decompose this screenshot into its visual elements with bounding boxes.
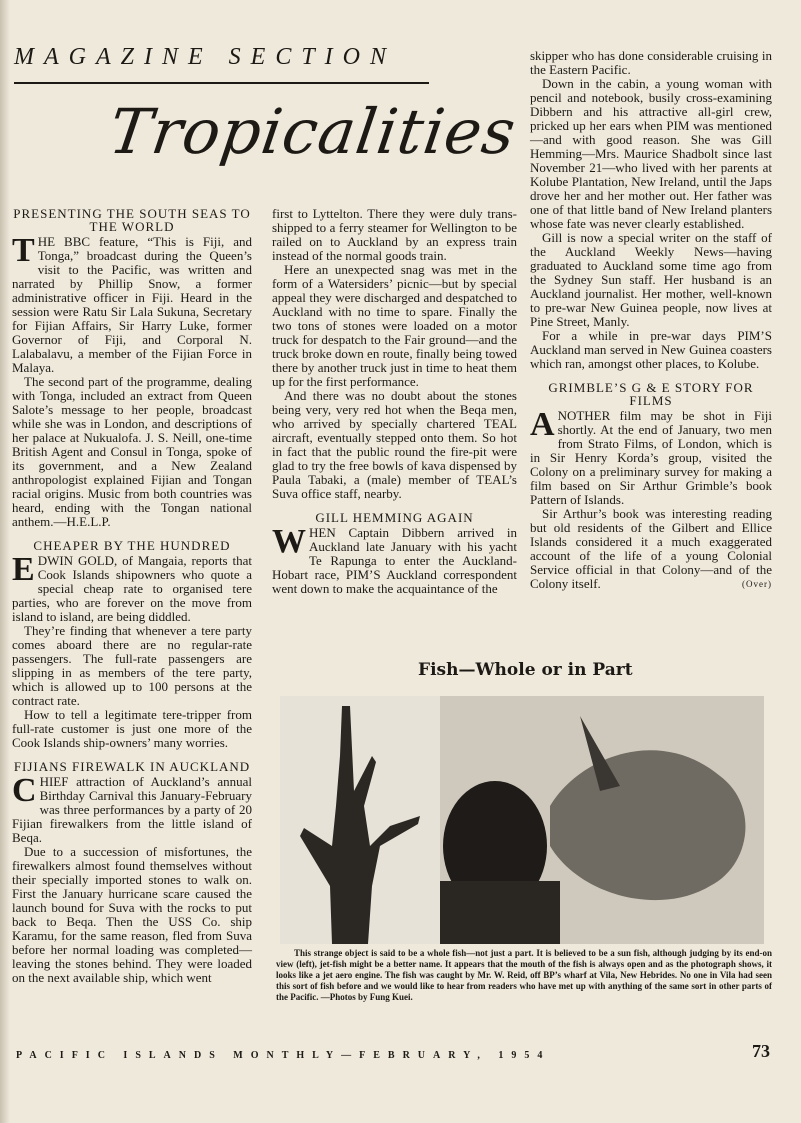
paragraph: How to tell a legitimate tere-tripper from full-rate customer is just one more of the Cook Islands ship-owners’ many worries.	[12, 707, 252, 750]
paragraph: For a while in pre-war days PIM’S Auckland man served in New Guinea coasters which ran, amongst other places, to Kolube.	[530, 328, 772, 371]
fish-photographs	[280, 696, 764, 944]
page-number: 73	[752, 1041, 770, 1061]
heading-firewalk: FIJIANS FIREWALK IN AUCKLAND	[13, 759, 251, 774]
paragraph: Sir Arthur’s book was interesting reading but old residents of the Gilbert and Ellice Islands considered it a much exaggerated account of the life of a young Colonial Service official in that Colony—and of the Colony itself. (Over)	[530, 506, 772, 591]
man-shoulders	[440, 881, 560, 944]
paragraph: Due to a succession of misfortunes, the firewalkers almost found themselves without their specially imported stones to walk on. First the January hurricane scare caused the launch bound for Suva with the rocks to put back to Beqa. Then the USS Co. ship Karamu, for the same reason, fled from Suva before her normal loading was completed—leaving the stones behind. They were loaded on the next available ship, which went	[12, 844, 252, 985]
paragraph: EDWIN GOLD, of Mangaia, reports that Cook Islands shipowners who quote a special cheap rate to organised tere parties, who are forever on the move from island to island, are being diddled.	[12, 551, 252, 624]
paragraph: Here an unexpected snag was met in the form of a Watersiders’ picnic—but by special appeal they were discharged and despatched to Auckland with no time to spare. Finally the two tons of stones were loaded on a motor truck for despatch to the Fair ground—and the truck broke down en route, finally being towed there by another truck just in time to heat them up for the first performance.	[272, 262, 517, 389]
over-label: (Over)	[742, 579, 772, 589]
paragraph: Gill is now a special writer on the staff of the Auckland Weekly News—having graduated to Auckland some time ago from the Sydney Sun staff. Her husband is an Auckland journalist. Her mother, well-known to pre-war New Guinea people, now lives at Pine Street, Manly.	[530, 230, 772, 329]
paragraph: CHIEF attraction of Auckland’s annual Birthday Carnival this January-February was three performances by a party of 20 Fijian firewalkers from the little island of Beqa.	[12, 772, 252, 845]
paragraph: Down in the cabin, a young woman with pencil and notebook, busily cross-examining Dibbern and his attractive all-girl crew, pricked up her ears when PIM was mentioned—and with good reason. She was Gill Hemming—Mrs. Maurice Shadbolt since last November 21—who lived with her parents at Kolube Plantation, New Ireland, until the Japs drove her and her mother out. Her father was one of that little band of New Ireland planters whose fate was never clearly established.	[530, 76, 772, 231]
heading-cheaper: CHEAPER BY THE HUNDRED	[33, 538, 231, 553]
paragraph: WHEN Captain Dibbern arrived in Auckland late January with his yacht Te Rapunga to enter the Auckland-Hobart race, PIM’S Auckland correspondent went down to make the acquaintance of the	[272, 523, 517, 596]
paragraph: The second part of the programme, dealing with Tonga, included an extract from Queen Salote’s message to her people, broadcast while she was in London, and descriptions of her palace at Nukualofa. J. S. Neill, one-time British Agent and Consul in Tonga, spoke of its government, and a New Zealand anthropologist explained Fijian and Tongan racial origins. Music from both countries was heard, ending with the Tongan national anthem.—H.E.L.P.	[12, 374, 252, 529]
page-binding-shadow	[0, 0, 10, 1123]
drop-cap: W	[272, 523, 306, 560]
heading-south-seas: PRESENTING THE SOUTH SEAS TO THE WORLD	[13, 206, 251, 234]
drop-cap: T	[12, 232, 35, 269]
heading-gill-hemming: GILL HEMMING AGAIN	[315, 510, 474, 525]
paragraph: And there was no doubt about the stones being very, very red hot when the Beqa men, who arrived by specially chartered TEAL aircraft, eventually stepped onto them. So hot in fact that the public round the fire-pit were glad to try the free bowls of kava dispensed by Paula Tabaki, a (male) member of TEAL’s Suva office staff, nearby.	[272, 388, 517, 501]
paragraph: They’re finding that whenever a tere party comes aboard there are no regular-rate passengers. The full-rate passengers are slipping in as members of the tere party, which is allowed up to 100 persons at the contract rate.	[12, 623, 252, 708]
feature-title: Tropicalities	[104, 95, 521, 168]
photo-title: Fish—Whole or in Part	[418, 660, 633, 680]
footer-publication: PACIFIC ISLANDS MONTHLY—FEBRUARY, 1954	[16, 1050, 551, 1061]
column-2	[272, 207, 517, 596]
paragraph: THE BBC feature, “This is Fiji, and Tonga,” broadcast during the Queen’s visit to the Pacific, was written and narrated by Phillip Snow, a former administrative officer in Fiji. Heard in the session were Ratu Sir Lala Sukuna, Secretary for Fijian Affairs, Sir Harry Luke, former Governor of Fiji, and Corporal N. Lalabalavu, a member of the Fijian Force in Malaya.	[12, 232, 252, 375]
drop-cap: C	[12, 772, 37, 809]
column-3	[530, 49, 772, 591]
photo-caption: This strange object is said to be a whole fish—not just a part. It is believed to be a sun fish, although judging by its end-on view (left), jet-fish might be a better name. It appears that the mouth of the fish is always open and as the photograph shows, it looks like a jet aero engine. The fish was caught by Mr. W. Reid, off BP’s wharf at Vila, New Hebrides. No one in Vila had seen this sort of fish before and we would like to hear from readers who have met up with anything of the same sort in other parts of the Pacific. —Photos by Fung Kuei.	[276, 948, 772, 1002]
title-rule	[14, 82, 429, 84]
drop-cap: E	[12, 551, 35, 588]
paragraph: skipper who has done considerable cruising in the Eastern Pacific.	[530, 48, 772, 77]
drop-cap: A	[530, 406, 555, 443]
fish-photo-graphic	[280, 696, 764, 944]
paragraph: ANOTHER film may be shot in Fiji shortly. At the end of January, two men from Strato Films, of London, which is in Sir Henry Korda’s group, visited the Colony on a preliminary survey for making a film based on Sir Arthur Grimble’s book Pattern of Islands.	[530, 406, 772, 507]
column-1	[12, 207, 252, 985]
heading-grimble: GRIMBLE’S G & E STORY FOR FILMS	[548, 380, 754, 408]
paragraph: first to Lyttelton. There they were duly trans-shipped to a ferry steamer for Wellington to be railed on to Auckland by an express train instead of the normal goods train.	[272, 206, 517, 263]
section-title: MAGAZINE SECTION	[14, 44, 396, 70]
